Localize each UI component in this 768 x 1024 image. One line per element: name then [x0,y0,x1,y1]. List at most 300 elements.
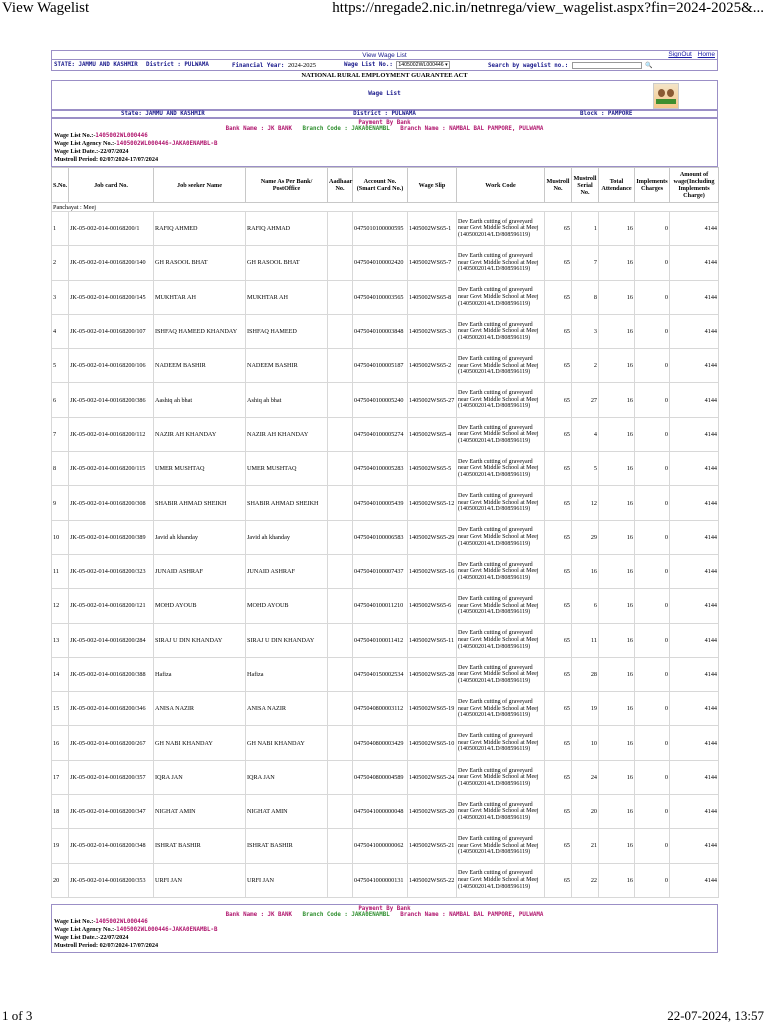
cell-total-attendance: 16 [599,726,635,760]
cell-aadhaar [328,212,353,246]
cell-implements-charges: 0 [635,589,670,623]
district-label: District : [146,62,181,68]
state-value: JAMMU AND KASHMIR [78,62,138,68]
page-number: 1 of 3 [2,1008,33,1023]
cell-aadhaar [328,280,353,314]
cell-implements-charges: 0 [635,760,670,794]
cell-jobcard: JK-05-002-014-00168200/346 [69,692,154,726]
cell-jobseeker-name: NAZIR AH KHANDAY [154,417,246,451]
wagelist-label: Wage List No.: [344,62,393,68]
cell-account-no: 0475040100011210 [353,589,408,623]
cell-amount: 4144 [670,760,719,794]
cell-wage-slip: 1405002WS65-2 [408,349,457,383]
cell-total-attendance: 16 [599,863,635,897]
filter-bar [51,60,718,71]
wage-list-no-line-footer: Wage List No.:-1405002WL000446 [54,917,148,925]
cell-jobseeker-name: Hafiza [154,657,246,691]
col-amount: Amount of wage(Including Implements Charge) [670,168,719,203]
cell-bank-name: GH RASOOL BHAT [246,246,328,280]
cell-account-no: 0475040800003112 [353,692,408,726]
cell-implements-charges: 0 [635,726,670,760]
cell-mustroll-serial: 7 [572,246,599,280]
cell-sno: 4 [52,314,69,348]
cell-sno: 3 [52,280,69,314]
cell-account-no: 0475040100005240 [353,383,408,417]
cell-bank-name: URFI JAN [246,863,328,897]
table-row [52,520,719,554]
cell-mustroll-no: 65 [545,795,572,829]
cell-mustroll-no: 65 [545,212,572,246]
cell-work-code: Dev Earth cutting of graveyard near Govt Middle School at Meej (1405002014/LD/808596119) [457,726,545,760]
cell-amount: 4144 [670,452,719,486]
cell-mustroll-serial: 29 [572,520,599,554]
cell-work-code: Dev Earth cutting of graveyard near Govt Middle School at Meej (1405002014/LD/808596119) [457,452,545,486]
cell-mustroll-serial: 4 [572,417,599,451]
table-row [52,692,719,726]
cell-aadhaar [328,417,353,451]
cell-mustroll-serial: 21 [572,829,599,863]
state-filter [52,62,144,68]
cell-aadhaar [328,657,353,691]
cell-bank-name: ISHRAT BASHIR [246,829,328,863]
cell-total-attendance: 16 [599,212,635,246]
cell-mustroll-no: 65 [545,452,572,486]
cell-mustroll-serial: 10 [572,726,599,760]
cell-total-attendance: 16 [599,795,635,829]
search-icon[interactable]: 🔍 [645,61,653,69]
wagelist-filter [342,61,486,69]
table-row [52,383,719,417]
table-row [52,829,719,863]
cell-wage-slip: 1405002WS65-4 [408,417,457,451]
print-footer [0,1008,768,1024]
cell-amount: 4144 [670,589,719,623]
cell-mustroll-serial: 2 [572,349,599,383]
cell-wage-slip: 1405002WS65-20 [408,795,457,829]
cell-work-code: Dev Earth cutting of graveyard near Govt Middle School at Meej (1405002014/LD/808596119) [457,383,545,417]
cell-mustroll-no: 65 [545,623,572,657]
cell-total-attendance: 16 [599,589,635,623]
cell-implements-charges: 0 [635,520,670,554]
cell-amount: 4144 [670,486,719,520]
cell-bank-name: ANISA NAZIR [246,692,328,726]
cell-work-code: Dev Earth cutting of graveyard near Govt Middle School at Meej (1405002014/LD/808596119) [457,829,545,863]
cell-jobseeker-name: UMER MUSHTAQ [154,452,246,486]
cell-sno: 20 [52,863,69,897]
cell-amount: 4144 [670,349,719,383]
cell-work-code: Dev Earth cutting of graveyard near Govt Middle School at Meej (1405002014/LD/808596119) [457,349,545,383]
cell-total-attendance: 16 [599,314,635,348]
cell-wage-slip: 1405002WS65-24 [408,760,457,794]
cell-wage-slip: 1405002WS65-1 [408,212,457,246]
wage-list-title: Wage List [368,90,401,97]
cell-jobcard: JK-05-002-014-00168200/121 [69,589,154,623]
cell-jobcard: JK-05-002-014-00168200/106 [69,349,154,383]
cell-total-attendance: 16 [599,246,635,280]
cell-wage-slip: 1405002WS65-3 [408,314,457,348]
cell-jobcard: JK-05-002-014-00168200/145 [69,280,154,314]
cell-aadhaar [328,314,353,348]
cell-bank-name: NADEEM BASHIR [246,349,328,383]
cell-bank-name: Ashiq ah bhat [246,383,328,417]
cell-work-code: Dev Earth cutting of graveyard near Govt Middle School at Meej (1405002014/LD/808596119) [457,554,545,588]
col-sno: S.No. [52,168,69,203]
cell-aadhaar [328,829,353,863]
cell-bank-name: NIGHAT AMIN [246,795,328,829]
cell-work-code: Dev Earth cutting of graveyard near Govt Middle School at Meej (1405002014/LD/808596119) [457,280,545,314]
cell-mustroll-serial: 6 [572,589,599,623]
cell-jobcard: JK-05-002-014-00168200/107 [69,314,154,348]
cell-account-no: 0475040100003848 [353,314,408,348]
table-row [52,657,719,691]
cell-bank-name: GH NABI KHANDAY [246,726,328,760]
cell-account-no: 0475040100011412 [353,623,408,657]
search-label: Search by wagelist no.: [488,62,569,69]
cell-wage-slip: 1405002WS65-5 [408,452,457,486]
cell-aadhaar [328,692,353,726]
cell-mustroll-no: 65 [545,383,572,417]
cell-mustroll-serial: 8 [572,280,599,314]
cell-work-code: Dev Earth cutting of graveyard near Govt Middle School at Meej (1405002014/LD/808596119) [457,486,545,520]
cell-aadhaar [328,349,353,383]
cell-total-attendance: 16 [599,417,635,451]
cell-mustroll-no: 65 [545,520,572,554]
cell-total-attendance: 16 [599,280,635,314]
cell-amount: 4144 [670,383,719,417]
cell-aadhaar [328,383,353,417]
state-label: STATE: [54,62,75,68]
table-row [52,486,719,520]
table-row [52,589,719,623]
cell-bank-name: RAFIQ AHMAD [246,212,328,246]
wage-list-agency-line: Wage List Agency No.:-1405002WL000446-JAKA0ENAMBL-B [54,140,218,147]
table-row [52,554,719,588]
cell-aadhaar [328,554,353,588]
mgnrega-logo [653,83,679,109]
cell-implements-charges: 0 [635,383,670,417]
cell-bank-name: SIRAJ U DIN KHANDAY [246,623,328,657]
cell-jobseeker-name: ISHFAQ HAMEED KHANDAY [154,314,246,348]
cell-jobseeker-name: Aashiq ah bhat [154,383,246,417]
home-link[interactable]: Home [697,51,715,58]
cell-work-code: Dev Earth cutting of graveyard near Govt Middle School at Meej (1405002014/LD/808596119) [457,657,545,691]
cell-account-no: 0475040100003565 [353,280,408,314]
cell-account-no: 0475041000000062 [353,829,408,863]
mustroll-period-line-footer: Mustroll Period: 02/07/2024-17/07/2024 [54,941,159,949]
cell-amount: 4144 [670,520,719,554]
cell-jobcard: JK-05-002-014-00168200/353 [69,863,154,897]
cell-wage-slip: 1405002WS65-16 [408,554,457,588]
signout-link[interactable]: SignOut [668,51,692,58]
cell-aadhaar [328,246,353,280]
table-row [52,349,719,383]
col-serial: Mustroll Serial No. [572,168,599,203]
cell-total-attendance: 16 [599,452,635,486]
cell-amount: 4144 [670,692,719,726]
financial-year-filter [230,62,342,69]
print-datetime: 22-07-2024, 13:57 [667,1008,764,1023]
payment-mode: Payment By Bank [358,120,411,126]
cell-aadhaar [328,452,353,486]
cell-mustroll-no: 65 [545,726,572,760]
col-bank-name: Name As Per Bank/ PostOffice [246,168,328,203]
cell-wage-slip: 1405002WS65-21 [408,829,457,863]
cell-mustroll-serial: 19 [572,692,599,726]
cell-mustroll-serial: 1 [572,212,599,246]
cell-bank-name: ISHFAQ HAMEED [246,314,328,348]
cell-aadhaar [328,520,353,554]
district-filter [144,62,230,68]
cell-jobseeker-name: IQRA JAN [154,760,246,794]
wage-list-no-line: Wage List No.:-1405002WL000446 [54,132,148,139]
table-row [52,280,719,314]
cell-wage-slip: 1405002WS65-22 [408,863,457,897]
wage-list-agency-line-footer: Wage List Agency No.:-1405002WL000446-JAKA0ENAMBL-B [54,925,218,933]
cell-implements-charges: 0 [635,829,670,863]
cell-wage-slip: 1405002WS65-28 [408,657,457,691]
cell-mustroll-serial: 27 [572,383,599,417]
cell-jobseeker-name: ISHRAT BASHIR [154,829,246,863]
col-work-code: Work Code [457,168,545,203]
cell-mustroll-no: 65 [545,863,572,897]
cell-aadhaar [328,795,353,829]
cell-amount: 4144 [670,246,719,280]
cell-implements-charges: 0 [635,417,670,451]
state-info: State: JAMMU AND KASHMIR [120,111,205,117]
bank-name-footer: Bank Name : JK BANK [225,911,292,918]
cell-jobcard: JK-05-002-014-00168200/386 [69,383,154,417]
cell-bank-name: NAZIR AH KHANDAY [246,417,328,451]
cell-implements-charges: 0 [635,554,670,588]
cell-jobseeker-name: JUNAID ASHRAF [154,554,246,588]
view-wage-list-link[interactable]: View Wage List [362,51,407,59]
cell-bank-name: IQRA JAN [246,760,328,794]
cell-mustroll-no: 65 [545,486,572,520]
cell-mustroll-serial: 20 [572,795,599,829]
cell-total-attendance: 16 [599,349,635,383]
cell-amount: 4144 [670,554,719,588]
cell-mustroll-serial: 5 [572,452,599,486]
col-wage-slip: Wage Slip [408,168,457,203]
cell-amount: 4144 [670,280,719,314]
wagelist-selected-value: 1405002WL000446 [398,62,444,68]
cell-sno: 13 [52,623,69,657]
cell-total-attendance: 16 [599,520,635,554]
cell-jobcard: JK-05-002-014-00168200/267 [69,726,154,760]
cell-sno: 8 [52,452,69,486]
cell-jobcard: JK-05-002-014-00168200/112 [69,417,154,451]
cell-work-code: Dev Earth cutting of graveyard near Govt Middle School at Meej (1405002014/LD/808596119) [457,623,545,657]
cell-amount: 4144 [670,212,719,246]
cell-sno: 15 [52,692,69,726]
col-implements: Implements Charges [635,168,670,203]
table-row [52,795,719,829]
print-title: View Wagelist [2,0,90,16]
cell-account-no: 0475040100007437 [353,554,408,588]
cell-implements-charges: 0 [635,795,670,829]
cell-work-code: Dev Earth cutting of graveyard near Govt Middle School at Meej (1405002014/LD/808596119) [457,589,545,623]
cell-mustroll-serial: 22 [572,863,599,897]
cell-work-code: Dev Earth cutting of graveyard near Govt Middle School at Meej (1405002014/LD/808596119) [457,863,545,897]
wagelist-search [486,62,655,69]
branch-name: Branch Name : NAMBAL BAL PAMPORE, PULWAMA [400,126,544,132]
cell-mustroll-no: 65 [545,314,572,348]
cell-jobseeker-name: MOHD AYOUB [154,589,246,623]
cell-bank-name: MUKHTAR AH [246,280,328,314]
top-nav-bar [51,50,718,60]
cell-jobseeker-name: GH RASOOL BHAT [154,246,246,280]
cell-jobcard: JK-05-002-014-00168200/115 [69,452,154,486]
cell-mustroll-no: 65 [545,657,572,691]
cell-work-code: Dev Earth cutting of graveyard near Govt Middle School at Meej (1405002014/LD/808596119) [457,212,545,246]
cell-jobcard: JK-05-002-014-00168200/284 [69,623,154,657]
cell-work-code: Dev Earth cutting of graveyard near Govt Middle School at Meej (1405002014/LD/808596119) [457,417,545,451]
cell-total-attendance: 16 [599,692,635,726]
cell-mustroll-no: 65 [545,760,572,794]
table-row [52,623,719,657]
cell-jobcard: JK-05-002-014-00168200/348 [69,829,154,863]
cell-aadhaar [328,589,353,623]
cell-amount: 4144 [670,417,719,451]
cell-wage-slip: 1405002WS65-11 [408,623,457,657]
cell-wage-slip: 1405002WS65-19 [408,692,457,726]
cell-account-no: 0475040100006583 [353,520,408,554]
payment-info-footer [51,904,718,953]
branch-code: Branch Code : JAKA0ENAMBL [302,126,390,132]
cell-jobcard: JK-05-002-014-00168200/323 [69,554,154,588]
cell-sno: 10 [52,520,69,554]
cell-jobseeker-name: GH NABI KHANDAY [154,726,246,760]
wagelist-select[interactable] [396,61,449,69]
cell-implements-charges: 0 [635,280,670,314]
chevron-down-icon: ▾ [445,62,448,68]
cell-implements-charges: 0 [635,212,670,246]
wagelist-sheet [51,50,718,953]
col-jobcard: Job card No. [69,168,154,203]
district-info: District : PULWAMA [353,111,416,117]
cell-work-code: Dev Earth cutting of graveyard near Govt Middle School at Meej (1405002014/LD/808596119) [457,692,545,726]
cell-sno: 9 [52,486,69,520]
table-row [52,314,719,348]
cell-sno: 12 [52,589,69,623]
cell-total-attendance: 16 [599,486,635,520]
table-row [52,212,719,246]
cell-jobcard: JK-05-002-014-00168200/357 [69,760,154,794]
cell-jobseeker-name: SIRAJ U DIN KHANDAY [154,623,246,657]
cell-sno: 2 [52,246,69,280]
cell-work-code: Dev Earth cutting of graveyard near Govt Middle School at Meej (1405002014/LD/808596119) [457,520,545,554]
col-mustroll: Mustroll No. [545,168,572,203]
cell-jobseeker-name: MUKHTAR AH [154,280,246,314]
cell-bank-name: MOHD AYOUB [246,589,328,623]
cell-sno: 1 [52,212,69,246]
search-input[interactable] [572,62,642,69]
block-info: Block : PAMPORE [580,111,633,117]
cell-jobcard: JK-05-002-014-00168200/389 [69,520,154,554]
table-row [52,246,719,280]
cell-jobseeker-name: Javid ah khanday [154,520,246,554]
cell-work-code: Dev Earth cutting of graveyard near Govt Middle School at Meej (1405002014/LD/808596119) [457,795,545,829]
cell-total-attendance: 16 [599,554,635,588]
cell-total-attendance: 16 [599,623,635,657]
cell-implements-charges: 0 [635,657,670,691]
cell-jobseeker-name: NIGHAT AMIN [154,795,246,829]
top-links [664,51,715,58]
cell-wage-slip: 1405002WS65-7 [408,246,457,280]
cell-jobcard: JK-05-002-014-00168200/388 [69,657,154,691]
district-value: PULWAMA [184,62,209,68]
col-attendance: Total Attendance [599,168,635,203]
cell-work-code: Dev Earth cutting of graveyard near Govt Middle School at Meej (1405002014/LD/808596119) [457,314,545,348]
cell-account-no: 0475041000000048 [353,795,408,829]
cell-sno: 16 [52,726,69,760]
cell-jobcard: JK-05-002-014-00168200/347 [69,795,154,829]
cell-total-attendance: 16 [599,760,635,794]
cell-implements-charges: 0 [635,623,670,657]
branch-code-footer: Branch Code : JAKA0ENAMBL [302,911,390,918]
cell-mustroll-no: 65 [545,589,572,623]
cell-mustroll-no: 65 [545,829,572,863]
cell-amount: 4144 [670,726,719,760]
cell-wage-slip: 1405002WS65-29 [408,520,457,554]
table-row [52,417,719,451]
wage-table [51,167,719,898]
cell-account-no: 0475040100002420 [353,246,408,280]
location-bar [51,110,718,118]
print-header [0,0,768,22]
cell-sno: 17 [52,760,69,794]
cell-total-attendance: 16 [599,383,635,417]
wage-list-date-line: Wage List Date.:-22/07/2024 [54,148,129,155]
cell-jobseeker-name: SHABIR AHMAD SHEIKH [154,486,246,520]
cell-total-attendance: 16 [599,829,635,863]
cell-mustroll-no: 65 [545,554,572,588]
cell-mustroll-no: 65 [545,692,572,726]
cell-amount: 4144 [670,829,719,863]
cell-bank-name: UMER MUSHTAQ [246,452,328,486]
cell-amount: 4144 [670,623,719,657]
cell-mustroll-no: 65 [545,280,572,314]
cell-work-code: Dev Earth cutting of graveyard near Govt Middle School at Meej (1405002014/LD/808596119) [457,760,545,794]
cell-jobcard: JK-05-002-014-00168200/140 [69,246,154,280]
cell-implements-charges: 0 [635,863,670,897]
cell-amount: 4144 [670,657,719,691]
wage-list-header [51,80,718,110]
cell-sno: 5 [52,349,69,383]
cell-aadhaar [328,486,353,520]
branch-name-footer: Branch Name : NAMBAL BAL PAMPORE, PULWAMA [400,911,544,918]
cell-bank-name: JUNAID ASHRAF [246,554,328,588]
cell-mustroll-no: 65 [545,349,572,383]
cell-implements-charges: 0 [635,452,670,486]
cell-implements-charges: 0 [635,349,670,383]
cell-implements-charges: 0 [635,486,670,520]
cell-jobcard: JK-05-002-014-00168200/1 [69,212,154,246]
table-row [52,760,719,794]
cell-sno: 14 [52,657,69,691]
print-url: https://nregade2.nic.in/netnrega/view_wagelist.aspx?fin=2024-2025&... [332,0,764,16]
table-header-row [52,168,719,203]
fy-label: Financial Year: [232,62,285,69]
cell-mustroll-serial: 16 [572,554,599,588]
table-body [52,203,719,898]
nrega-title: NATIONAL RURAL EMPLOYMENT GUARANTEE ACT [301,72,468,79]
cell-wage-slip: 1405002WS65-27 [408,383,457,417]
cell-account-no: 0475040800004589 [353,760,408,794]
panchayat-row [52,203,719,212]
cell-account-no: 0475041000000131 [353,863,408,897]
cell-mustroll-serial: 24 [572,760,599,794]
